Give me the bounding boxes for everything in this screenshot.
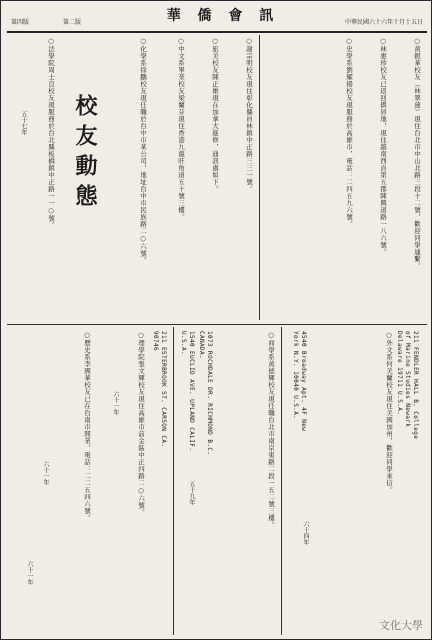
article-block: ○謝宗明校友現住彰化縣員林鎮中正路三三一號。: [245, 37, 253, 193]
page-header: [7, 5, 427, 33]
article-block: ○商學系黃德輝校友現任職台北市南京東路二段一五二號三樓。: [267, 331, 275, 529]
article-block: ○外文系何美蘭校友現住美國加州，歡迎同學來信。: [385, 331, 393, 494]
article-block: ○理學院張文輝校友現住高雄市前金區中正四路二○六號。: [137, 331, 145, 516]
graduation-year: 六十一年: [26, 561, 33, 585]
article-block: ○旅美校友陳正雄現在加拿大進修，通訊處如下。: [211, 37, 219, 193]
graduation-year: 五十九年: [188, 481, 195, 505]
article-block: ○中文系畢業校友梁蘭芬現住香港九龍旺角道五十號三樓。: [177, 37, 185, 221]
article-block: ○法學院周士良校友現服務於台北縣板橋鎮中正路一一○號。: [47, 37, 55, 229]
mailing-address: 4540 Broadway Apt. 4F New York N.Y. 10040 U.S.A.: [292, 331, 307, 432]
article-block: ○歷史系李國華校友已在台南市開業，電話：二二五四六號。: [83, 331, 91, 522]
graduation-year: 六十四年: [302, 521, 309, 545]
article-block: ○史學系劉耀揚校友現服務於高雄市，電話：二四五九六號。: [345, 37, 353, 228]
graduation-year: 六十一年: [112, 391, 119, 415]
graduation-year: 六十一年: [42, 461, 49, 485]
article-block: ○化學系徐鵬校友現任職於台中市某公司，地址台中市民族路二○六號。: [139, 37, 147, 264]
graduation-year: 五十七年: [20, 111, 27, 135]
article-block: ○林惠珍校友已返回僑居地，現住越南西貢第五郡陳興道路一八六號。: [379, 37, 387, 256]
masthead-title: 華 僑 會 訊: [166, 8, 280, 24]
column-divider: [281, 327, 282, 635]
tier-divider: [7, 324, 427, 325]
mailing-address: 1073 ROCHDALE DR. RICHMOND B.C. CANADA.: [198, 331, 213, 456]
column-divider: [173, 327, 174, 635]
library-watermark: 文化大學: [379, 619, 423, 632]
mailing-address: 1540 EUCLID AVE. UPLAND CALIF. U.S.A.: [180, 331, 195, 452]
page-number: 第四版: [11, 19, 30, 26]
issue-date: 中華民國六十六年十月十五日: [344, 19, 423, 26]
mailing-address: 211 ESTERBROOK ST. CARSON CA. 90746: [152, 331, 167, 448]
column-divider: [259, 35, 260, 320]
edition-label: 第二版: [63, 19, 82, 26]
article-block: ○黃銀華校友（林翠蓮）現住台北市中山北路三段十二號，歡迎同學連繫。: [413, 37, 421, 270]
mailing-address: 211 FENDLER HALL B. College of Marine Studies Newark Delaware 19711 U.S.A.: [396, 331, 419, 440]
section-title: 校友動態: [72, 94, 98, 214]
